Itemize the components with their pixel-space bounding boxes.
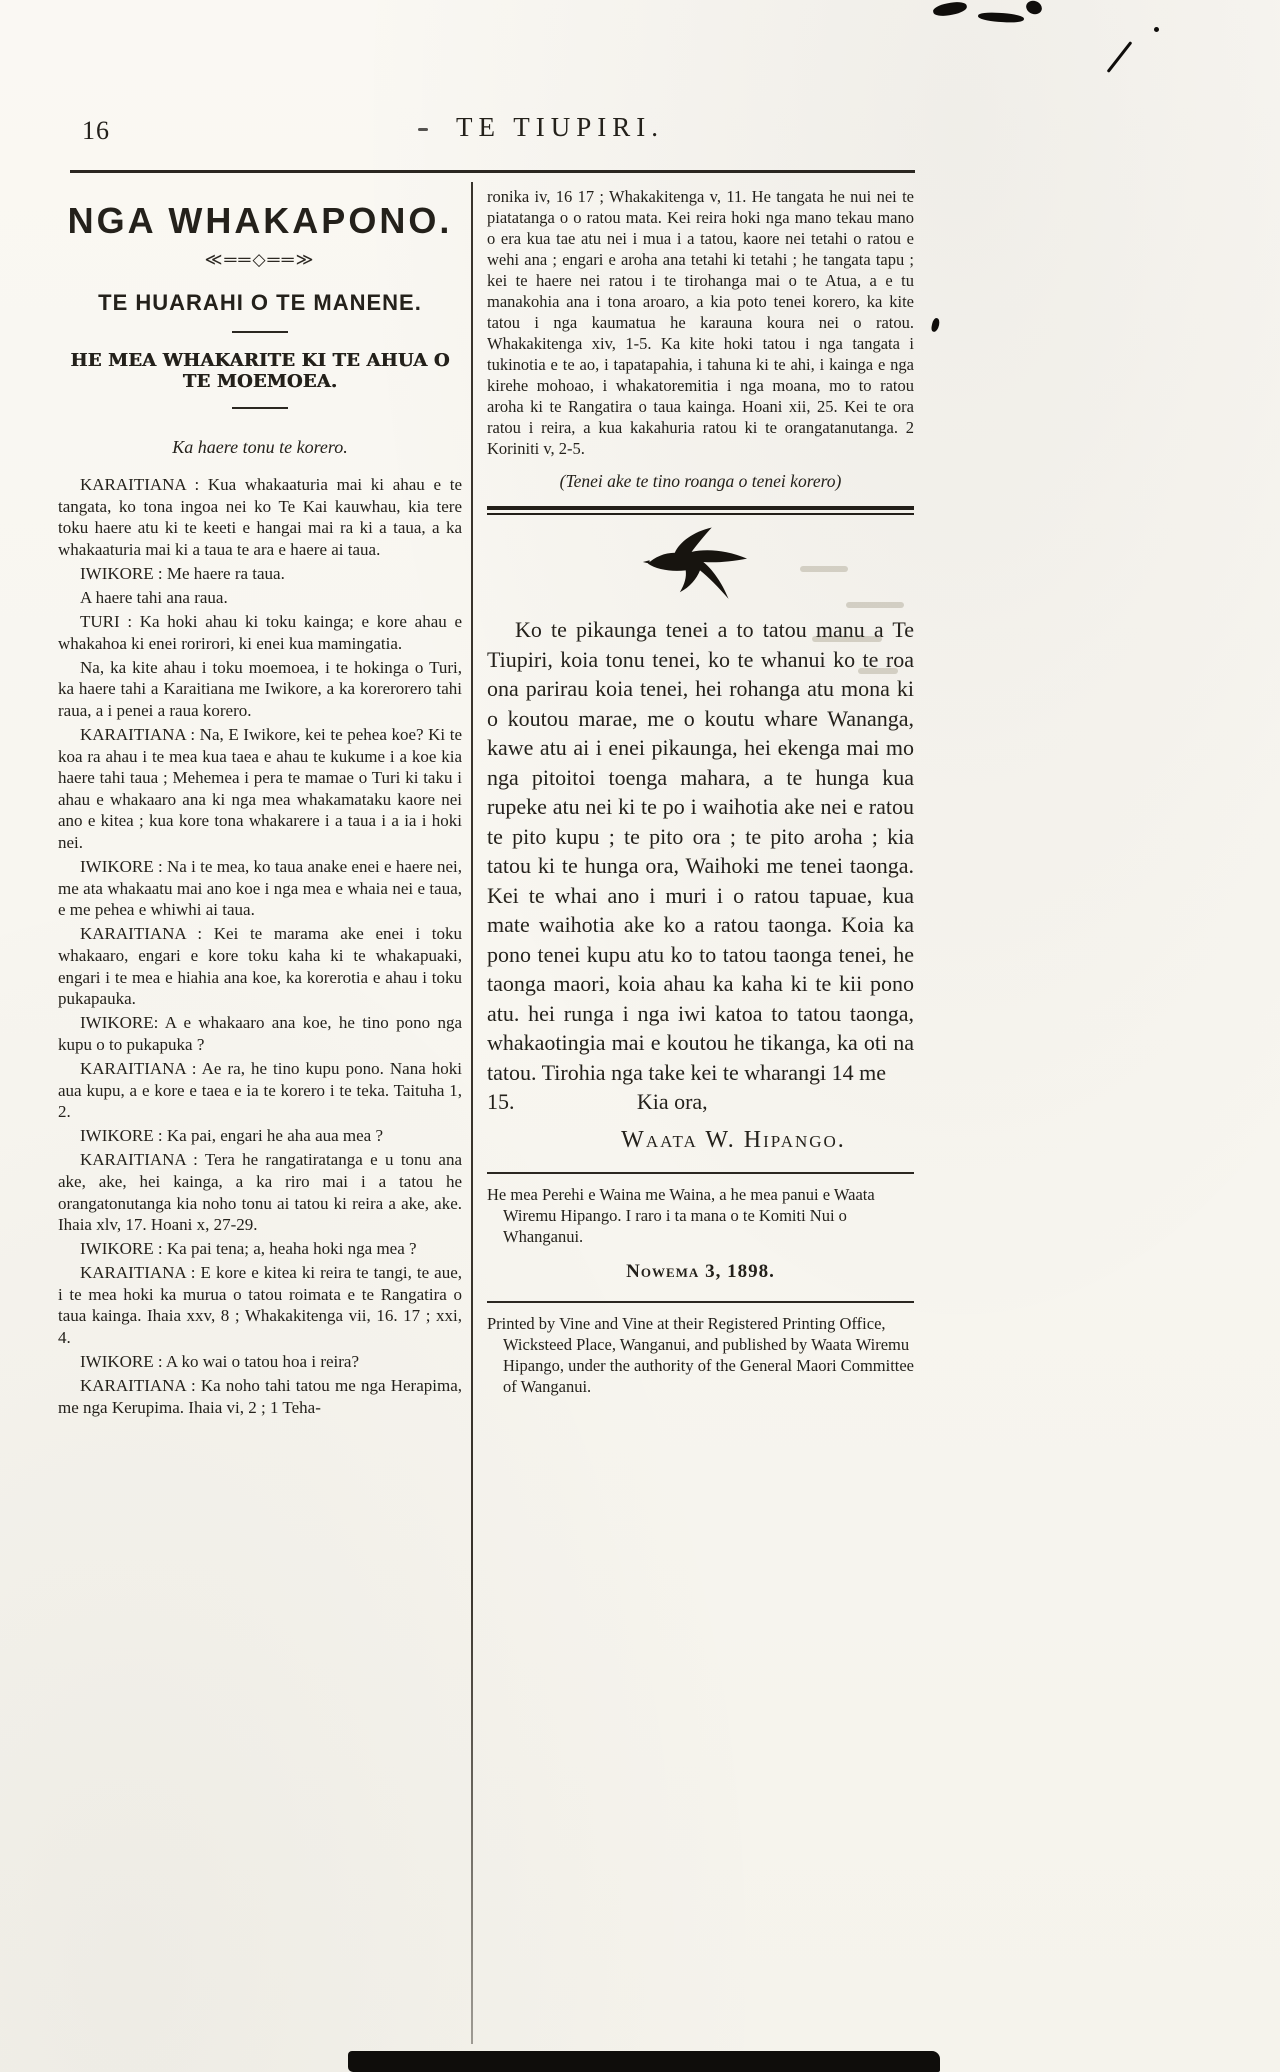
left-column <box>58 192 462 1421</box>
ink-speck <box>931 317 941 332</box>
date-line: Nowema 3, 1898. <box>626 1261 775 1282</box>
dialogue-paragraph: IWIKORE : Ka pai tena; a, heaha hoki nga mea ? <box>80 1239 417 1259</box>
dialogue-paragraph: IWIKORE: A e whakaaro ana koe, he tino pono nga kupu o to pukapuka ? <box>58 1013 462 1054</box>
dialogue-paragraph: IWIKORE : Me haere ra taua. <box>80 563 285 583</box>
ink-smudge <box>932 0 968 18</box>
swallow-illustration-icon <box>639 525 761 609</box>
dialogue-paragraph: A haere tahi ana raua. <box>80 587 228 607</box>
lede-line: Ka haere tonu te korero. <box>172 437 348 457</box>
short-rule <box>232 331 288 333</box>
right-column <box>487 186 914 1397</box>
masthead: TE TIUPIRI. <box>456 112 664 142</box>
imprint-maori: He mea Perehi e Waina me Waina, a he mea panui e Waata Wiremu Hipango. I raro i ta mana o te Komiti Nui o Whanganui. <box>487 1185 875 1246</box>
dialogue-paragraph: KARAITIANA : Kei te marama ake enei i toku whakaaro, engari e kore toku kaha ki te whakapuaki, engari i te mea e hiahia ana koe, ka korerotia e ahau i toku pukapauka. <box>58 924 462 1009</box>
article-subheading: HE MEA WHAKARITE KI TE AHUA O TE MOEMOEA. <box>70 350 450 392</box>
dialogue-paragraph: KARAITIANA : Na, E Iwikore, kei te pehea koe? Ki te koa ra ahau i te mea kua taea e ahau te kukume i a koe kia haere tahi taua ; Mehemea i pera te mamae o Turi ki taku i ahau e whakaaro ana ki nga mea whakamataku kaore nei ano e kitea ; kua kore tona whakarere i a taua i a ia i hoki nei. <box>58 725 462 852</box>
section-rule <box>487 506 914 515</box>
page-number: 16 <box>82 116 110 145</box>
imprint-english: Printed by Vine and Vine at their Registered Printing Office, Wicksteed Place, Wanganui, and published by Waata Wiremu Hipango, under the authority of the General Maori Committee of Wanganui. <box>487 1314 915 1396</box>
continuation-paragraph: ronika iv, 16 17 ; Whakakitenga v, 11. He tangata he nui nei te piatatanga o o ratou mata. Kei reira hoki nga mano tekau mano o era kua tae atu nei i mua i a tatou, kaore nei tetahi o ratou e wehi ana ; engari e aroha ana tetahi ki tetahi ; he tangata tapu ; kei te haere nei ratou i te tirohanga mai o te Atua, a e tu manakohia ana i tona aroaro, a kia poto tenei korero, ka kite tatou i nga kaumatua he karauna koura nei o ratou. Whakakitenga xiv, 1-5. Ka kite hoki tatou i nga tangata i tukinotia e te ao, i tapatapahia, i tahuna ki te ahi, i kainga e nga kirehe mohoao, i whakatoremitia i nga moana, mo to ratou aroha ki te Rangatira o taua kainga. Hoani xii, 25. Kei te ora ratou i reira, a kua kakahuria ratou ki te orangatanutanga. 2 Koriniti v, 2-5. <box>487 187 914 458</box>
ink-smudge <box>978 11 1025 23</box>
ink-smudge <box>1107 41 1133 73</box>
dialogue-paragraph: IWIKORE : Na i te mea, ko taua anake enei e haere nei, me ata whakaatu mai ano koe i nga mea e whaia nei e taua, e me pehea e whiwhi ai taua. <box>58 857 462 920</box>
signature: Waata W. Hipango. <box>621 1127 846 1153</box>
dialogue-paragraph: KARAITIANA : Ae ra, he tino kupu pono. Nana hoki aua kupu, a e kore e taea e ia te korero i te teka. Taituha 1, 2. <box>58 1058 462 1122</box>
imprint-rule <box>487 1301 914 1303</box>
dialogue-paragraph: IWIKORE : A ko wai o tatou hoa i reira? <box>80 1352 360 1372</box>
ink-speck <box>1154 27 1159 32</box>
column-divider <box>471 182 473 2044</box>
editorial-paragraph: Ko te pikaunga tenei a to tatou manu a Te Tiupiri, koia tonu tenei, ko te whanui ko te roa ona parirau koia tenei, hei rohanga atu mona ki o koutou marae, me o koutu whare Wananga, kawe atu ai i enei pikaunga, hei ekenga mai mo nga pitoitoi toenga mahara, a te hunga kua rupeke atu nei ki te po i waihotia ake nei e ratou te pito kupu ; te pito ora ; te pito aroha ; kia tatou ki te hunga ora, Waihoki me tenei taonga. Kei te whai ano i muri i o ratou tapuae, kua mate waihotia ake ko a ratou taonga. Koia ka pono tenei kupu atu ko to tatou taonga tenei, he taonga maori, koia ahau ka kaha ki te kii pono atu. hei runga i nga iwi katoa to tatou taonga, whakaotingia mai e koutou he tikanga, ka oti na tatou. Tirohia nga take kei te wharangi 14 me <box>487 617 914 1085</box>
article-subtitle: TE HUARAHI O TE MANENE. <box>98 290 422 315</box>
dialogue-paragraph: TURI : Ka hoki ahau ki toku kainga; e kore ahau e whakahoa ki enei rorirori, ki enei kua mamingatia. <box>58 612 462 653</box>
header-rule <box>70 170 915 173</box>
article-title: NGA WHAKAPONO. <box>67 200 453 241</box>
dialogue-paragraph: KARAITIANA : Ka noho tahi tatou me nga Herapima, me nga Kerupima. Ihaia vi, 2 ; 1 Teha- <box>58 1376 462 1417</box>
dialogue-paragraph: KARAITIANA : Kua whakaaturia mai ki ahau e te tangata, ko tona ingoa nei ko Te Kai kauwhau, kia tere toku haere atu ki te keeti e hangai mai ra ki a taua, a ka whakaaturia mai ki a taua te ara e haere ai taua. <box>58 475 462 559</box>
scan-edge-bar <box>348 2051 940 2072</box>
dialogue-paragraph: IWIKORE : Ka pai, engari he aha aua mea ? <box>80 1126 384 1146</box>
closing-note: (Tenei ake te tino roanga o tenei korero) <box>559 471 842 491</box>
valediction: Kia ora, <box>636 1089 708 1114</box>
imprint-rule <box>487 1172 914 1174</box>
dialogue-paragraph: KARAITIANA : E kore e kitea ki reira te tangi, te aue, i te mea hoki ka murua o tatou roimata e te Rangatira o taua kainga. Ihaia xxv, 8 ; Whakakitenga vii, 16. 17 ; xxi, 4. <box>58 1263 462 1348</box>
dialogue-paragraph: KARAITIANA : Tera he rangatiratanga e u tonu ana ake, ake, hei kainga, a ka riro mai i a tatou he orangatonutanga kia noho tonu ai tatou ki reira a ake, ake. Ihaia xlv, 17. Hoani x, 27-29. <box>58 1150 462 1235</box>
dialogue-paragraph: Na, ka kite ahau i toku moemoea, i te hokinga o Turi, ka haere tahi a Karaitiana me Iwikore, a ka korerorero tahi raua, a i penei a raua korero. <box>58 657 462 720</box>
page-ref: 15. <box>487 1089 515 1114</box>
signoff-row <box>487 1087 914 1117</box>
ornament-divider: ≪══◇══≫ <box>204 250 316 269</box>
ink-smudge <box>1024 0 1043 16</box>
short-rule <box>232 407 288 409</box>
